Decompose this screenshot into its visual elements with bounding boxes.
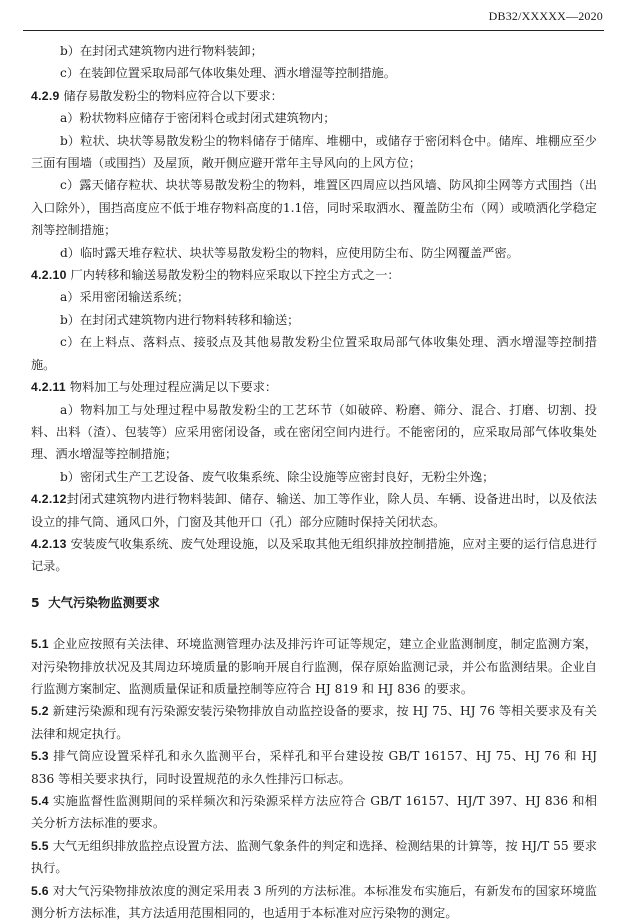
clause-text: 新建污染源和现有污染源安装污染物排放自动监控设备的要求，按 HJ 75、HJ 76 等相关要求及有关法律和规定执行。 (31, 704, 597, 741)
clause-text: 物料加工与处理过程应满足以下要求： (66, 380, 278, 395)
clause-text: 封闭式建筑物内进行物料装卸、储存、输送、加工等作业，除人员、车辆、设备进出时，以及依法设立的排气筒、通风口外，门窗及其他开口（孔）部分应随时保持关闭状态。 (31, 492, 597, 529)
clause-number: 5.5 (31, 838, 49, 853)
clause-text: 排气筒应设置采样孔和永久监测平台，采样孔和平台建设按 GB/T 16157、HJ 75、HJ 76 和 HJ 836 等相关要求执行，同时设置规范的永久性排污口标志。 (31, 749, 597, 786)
clause-number: 5.6 (31, 883, 49, 898)
clause-number: 4.2.9 (31, 88, 60, 103)
list-item: a）采用密闭输送系统； (60, 290, 190, 305)
clause-number: 5.3 (31, 749, 49, 764)
clause-paragraph (31, 633, 597, 700)
clause-number: 5.2 (31, 704, 49, 719)
document-body (31, 40, 597, 924)
list-item: c）露天储存粒状、块状等易散发粉尘的物料，堆置区四周应以挡风墙、防风抑尘网等方式围挡（出入口除外），围挡高度应不低于堆存物料高度的1.1倍，同时采取洒水、覆盖防尘布（网）或喷洒化学稳定剂等控制措施； (31, 178, 597, 238)
list-item: d）临时露天堆存粒状、块状等易散发粉尘的物料，应使用防尘布、防尘网覆盖严密。 (60, 245, 519, 260)
clause-text: 对大气污染物排放浓度的测定采用表 3 所列的方法标准。本标准发布实施后，有新发布的国家环境监测分析方法标准，其方法适用范围相同的，也适用于本标准对应污染物的测定。 (31, 883, 597, 921)
list-item: a）物料加工与处理过程中易散发粉尘的工艺环节（如破碎、粉磨、筛分、混合、打磨、切割、投料、出料（渣）、包装等）应采用密闭设备，或在密闭空间内进行。不能密闭的，应采取局部气体收集处理、洒水增湿等控制措施； (31, 402, 597, 462)
section-number: 5 (31, 594, 40, 610)
list-item: b）在封闭式建筑物内进行物料转移和输送； (60, 312, 300, 327)
list-item: a）粉状物料应储存于密闭料仓或封闭式建筑物内； (60, 111, 336, 126)
header-divider (23, 30, 604, 31)
clause-text: 大气无组织排放监控点设置方法、监测气象条件的判定和选择、检测结果的计算等，按 HJ/T 55 要求执行。 (31, 838, 597, 876)
clause-text: 实施监督性监测期间的采样频次和污染源采样方法应符合 GB/T 16157、HJ/T 397、HJ 836 和相关分析方法标准的要求。 (31, 794, 597, 831)
document-code: DB32/XXXXX—2020 (488, 9, 603, 23)
list-item: c）在上料点、落料点、接驳点及其他易散发粉尘位置采取局部气体收集处理、洒水增湿等控制措施。 (31, 335, 597, 372)
list-item: b）粒状、块状等易散发粉尘的物料储存于储库、堆棚中，或储存于密闭料仓中。储库、堆棚应至少三面有围墙（或围挡）及屋顶，敞开侧应避开常年主导风向的上风方位； (31, 133, 597, 171)
clause-paragraph (31, 376, 597, 398)
clause-paragraph (31, 745, 597, 790)
clause-number: 5.4 (31, 794, 49, 808)
clause-paragraph (31, 488, 597, 533)
clause-paragraph (31, 264, 597, 286)
list-item: c）在装卸位置采取局部气体收集处理、洒水增湿等控制措施。 (60, 66, 396, 81)
clause-number: 4.2.13 (31, 536, 67, 551)
clause-paragraph (31, 85, 597, 107)
clause-number: 5.1 (31, 637, 49, 652)
list-item: b）在封闭式建筑物内进行物料装卸； (60, 44, 263, 58)
section-title: 大气污染物监测要求 (39, 594, 160, 610)
clause-paragraph (31, 700, 597, 745)
clause-text: 安装废气收集系统、废气处理设施，以及采取其他无组织排放控制措施，应对主要的运行信息进行记录。 (31, 536, 597, 574)
clause-number: 4.2.11 (31, 380, 67, 395)
clause-number: 4.2.12 (31, 492, 67, 507)
clause-paragraph (31, 533, 597, 578)
clause-text: 储存易散发粉尘的物料应符合以下要求： (59, 88, 283, 103)
clause-paragraph (31, 790, 597, 835)
clause-paragraph (31, 880, 597, 924)
clause-number: 4.2.10 (31, 268, 67, 283)
section-heading (31, 592, 597, 614)
clause-paragraph (31, 835, 597, 880)
clause-text: 厂内转移和输送易散发粉尘的物料应采取以下控尘方式之一： (66, 268, 400, 283)
clause-text: 企业应按照有关法律、环境监测管理办法及排污许可证等规定，建立企业监测制度，制定监测方案，对污染物排放状况及其周边环境质量的影响开展自行监测，保存原始监测记录，并公布监测结果。企业自行监测方案制定、监测质量保证和质量控制等应符合 HJ 819 和 HJ 836 的要求。 (31, 637, 597, 696)
list-item: b）密闭式生产工艺设备、废气收集系统、除尘设施等应密封良好，无粉尘外逸； (60, 469, 495, 484)
